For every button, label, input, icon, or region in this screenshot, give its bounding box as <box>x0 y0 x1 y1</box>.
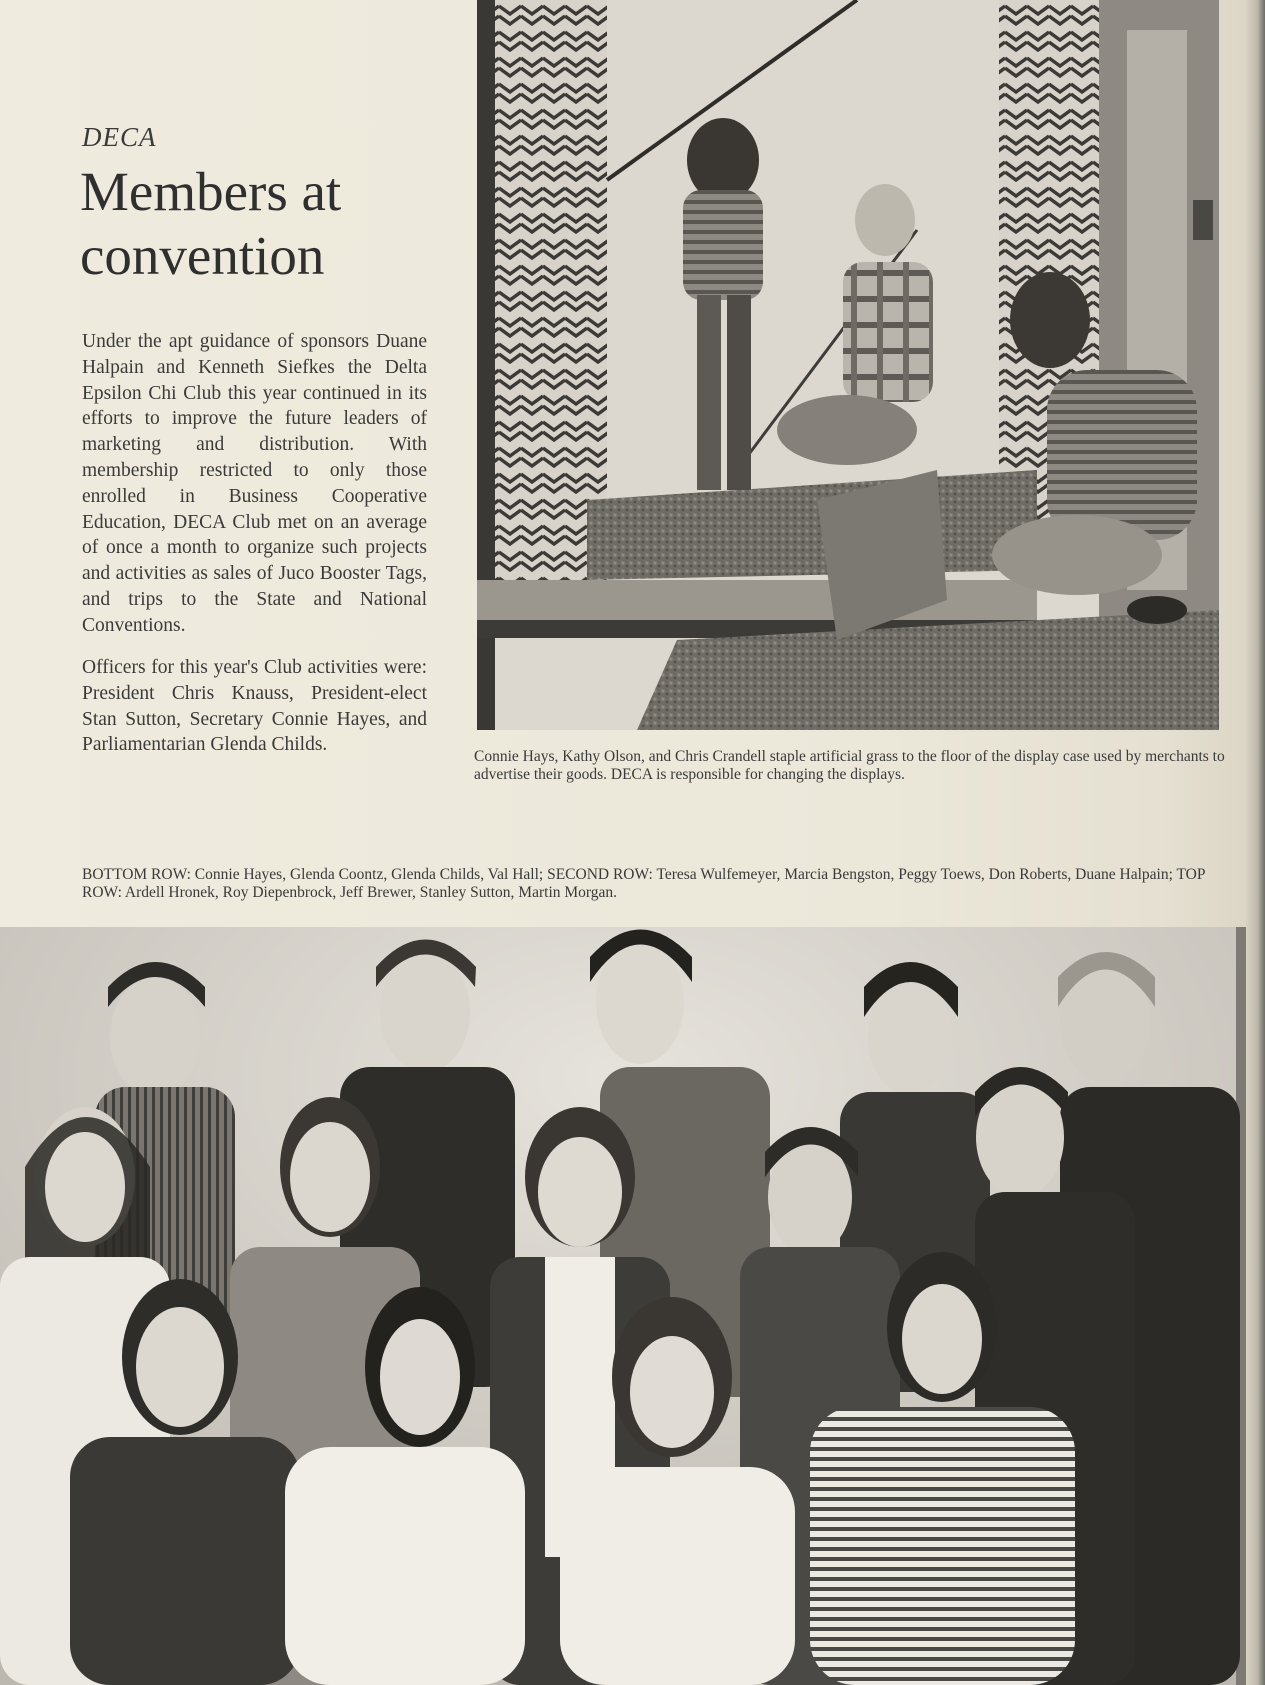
headline-line-1: Members at <box>80 161 342 222</box>
headline-line-2: convention <box>80 225 325 286</box>
display-case-photo-image <box>477 0 1219 730</box>
display-photo-caption: Connie Hays, Kathy Olson, and Chris Crandell staple artificial grass to the floor of the display case used by merchants to advertise their goods. DECA is responsible for changing the displays. <box>474 748 1225 783</box>
binding-edge <box>1246 0 1265 1685</box>
group-photo-caption: BOTTOM ROW: Connie Hayes, Glenda Coontz, Glenda Childs, Val Hall; SECOND ROW: Teresa Wulfemeyer, Marcia Bengston, Peggy Toews, Don Roberts, Duane Halpain; TOP ROW: Ardell Hronek, Roy Diepenbrock, Jeff Brewer, Stanley Sutton, Martin Morgan. <box>82 866 1205 901</box>
body-paragraph-1: Under the apt guidance of sponsors Duane Halpain and Kenneth Siefkes the Delta Epsilon Chi Club this year continued in its efforts to improve the future leaders of marketing and distribution. With membership restricted to only those enrolled in Business Cooperative Education, DECA Club met on an average of once a month to organize such projects and activities as sales of Juco Booster Tags, and trips to the State and National Conventions. <box>82 331 427 636</box>
body-paragraph-2: Officers for this year's Club activities were: President Chris Knauss, President-elect Stan Sutton, Secretary Connie Hayes, and Parliamentarian Glenda Childs. <box>82 657 427 756</box>
section-label: DECA <box>82 122 157 152</box>
page-headline <box>80 160 440 288</box>
display-case-photo <box>477 0 1219 730</box>
group-photo <box>0 927 1246 1685</box>
group-photo-image <box>0 927 1246 1685</box>
